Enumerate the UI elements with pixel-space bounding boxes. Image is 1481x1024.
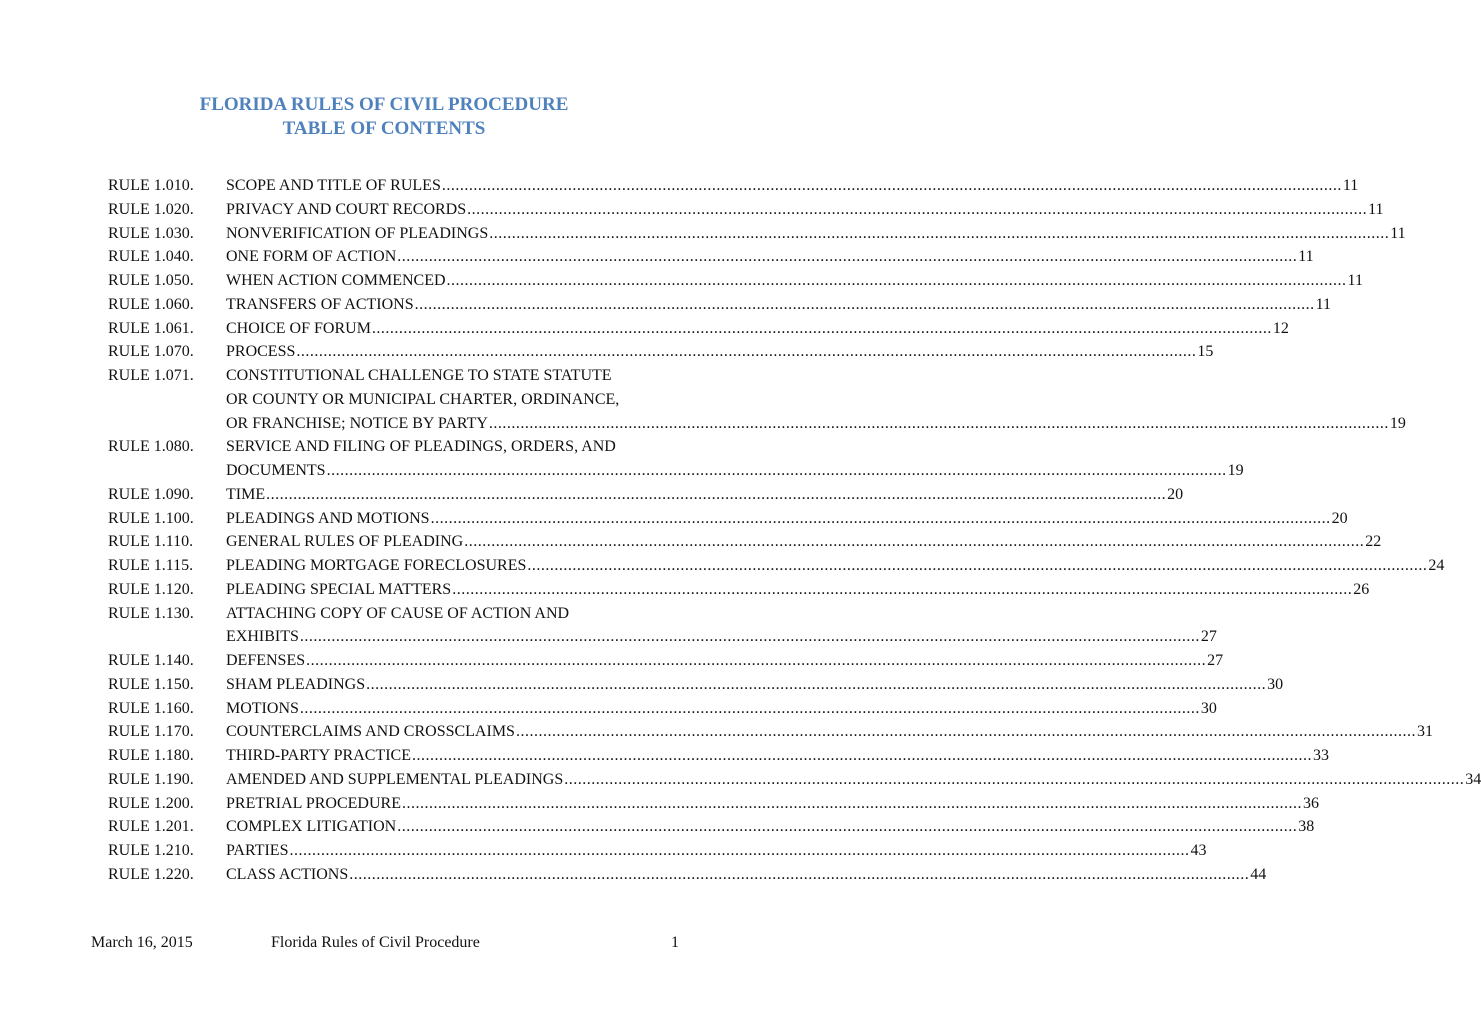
toc-rule-number: RULE 1.061.	[108, 319, 194, 337]
toc-rule-title	[226, 507, 1348, 531]
toc-entry[interactable]	[0, 507, 1348, 531]
toc-dot-leader: ........................................................................................................................................................................................................	[306, 652, 1207, 669]
toc-dot-leader: ........................................................................................................................................................................................................	[446, 272, 1347, 289]
toc-rule-number: RULE 1.100.	[108, 509, 194, 527]
toc-rule-title	[226, 364, 1406, 435]
toc-rule-number: RULE 1.080.	[108, 438, 194, 456]
toc-title-line: COUNTERCLAIMS AND CROSSCLAIMS	[226, 723, 515, 741]
toc-title-line: COMPLEX LITIGATION	[226, 818, 397, 836]
toc-entry[interactable]	[0, 792, 1319, 816]
toc-entry[interactable]	[0, 245, 1314, 269]
toc-title-line: AMENDED AND SUPPLEMENTAL PLEADINGS	[226, 770, 564, 788]
toc-title-line: CONSTITUTIONAL CHALLENGE TO STATE STATUTE	[226, 367, 612, 384]
toc-title-line: OR FRANCHISE; NOTICE BY PARTY	[226, 414, 488, 432]
toc-page-number: 20	[1331, 509, 1348, 527]
toc-rule-number: RULE 1.050.	[108, 272, 194, 289]
toc-rule-title	[226, 198, 1384, 222]
toc-rule-title	[226, 317, 1289, 341]
table-of-contents	[0, 174, 1481, 887]
toc-rule-number: RULE 1.115.	[108, 557, 194, 574]
toc-rule-title	[226, 222, 1406, 246]
toc-title-line: CLASS ACTIONS	[226, 865, 349, 883]
footer-title: Florida Rules of Civil Procedure	[271, 934, 480, 951]
toc-rule-title	[226, 340, 1214, 364]
toc-rule-title	[226, 293, 1332, 317]
toc-page-number: 36	[1302, 794, 1319, 812]
toc-title-line: TIME	[226, 485, 266, 503]
toc-rule-number: RULE 1.060.	[108, 295, 194, 313]
toc-entry[interactable]	[0, 673, 1284, 697]
toc-rule-title	[226, 768, 1481, 792]
toc-rule-number: RULE 1.210.	[108, 842, 194, 859]
toc-title-line: SERVICE AND FILING OF PLEADINGS, ORDERS, AND	[226, 438, 616, 456]
toc-title-line: MOTIONS	[226, 699, 299, 717]
toc-rule-title	[226, 744, 1329, 768]
toc-page-number: 11	[1368, 200, 1384, 218]
toc-rule-number: RULE 1.150.	[108, 675, 194, 693]
toc-page-number: 27	[1200, 628, 1217, 646]
footer-page-number: 1	[671, 934, 679, 951]
toc-dot-leader: ........................................................................................................................................................................................................	[452, 580, 1353, 598]
toc-rule-number: RULE 1.110.	[108, 533, 194, 551]
toc-rule-number: RULE 1.040.	[108, 248, 194, 266]
toc-dot-leader: ........................................................................................................................................................................................................	[326, 462, 1227, 479]
toc-rule-title	[226, 245, 1314, 269]
toc-rule-title	[226, 863, 1267, 887]
toc-rule-title	[226, 792, 1319, 816]
toc-title-line: DOCUMENTS	[226, 462, 326, 479]
toc-dot-leader: ........................................................................................................................................................................................................	[564, 770, 1465, 788]
toc-entry[interactable]	[0, 174, 1359, 198]
toc-dot-leader: ........................................................................................................................................................................................................	[401, 794, 1302, 812]
document-subtitle: TABLE OF CONTENTS	[282, 118, 486, 139]
toc-dot-leader: ........................................................................................................................................................................................................	[397, 248, 1298, 266]
toc-rule-title	[226, 578, 1370, 602]
toc-title-line: CHOICE OF FORUM	[226, 319, 371, 337]
toc-title-line: TRANSFERS OF ACTIONS	[226, 295, 414, 313]
toc-page-number: 11	[1347, 272, 1363, 289]
toc-title-line: SCOPE AND TITLE OF RULES	[226, 177, 441, 194]
toc-dot-leader: ........................................................................................................................................................................................................	[527, 557, 1428, 574]
toc-rule-title	[226, 269, 1363, 293]
toc-title-line: ONE FORM OF ACTION	[226, 248, 397, 266]
toc-dot-leader: ........................................................................................................................................................................................................	[430, 509, 1331, 527]
toc-entry[interactable]	[0, 697, 1217, 721]
toc-rule-title	[226, 530, 1382, 554]
toc-title-line: PRIVACY AND COURT RECORDS	[226, 200, 467, 218]
toc-rule-number: RULE 1.010.	[108, 177, 194, 194]
toc-page-number: 27	[1207, 652, 1224, 669]
toc-title-line: PLEADING MORTGAGE FORECLOSURES	[226, 557, 527, 574]
toc-rule-title	[226, 649, 1224, 673]
toc-dot-leader: ........................................................................................................................................................................................................	[299, 699, 1200, 717]
toc-dot-leader: ........................................................................................................................................................................................................	[515, 723, 1416, 741]
toc-entry[interactable]	[0, 649, 1224, 673]
toc-page-number: 15	[1197, 343, 1214, 361]
toc-page-number: 20	[1167, 485, 1184, 503]
toc-page-number: 24	[1428, 557, 1445, 574]
toc-dot-leader: ........................................................................................................................................................................................................	[397, 818, 1298, 836]
toc-entry[interactable]	[0, 435, 1244, 483]
toc-rule-number: RULE 1.170.	[108, 723, 194, 741]
toc-rule-number: RULE 1.070.	[108, 343, 194, 361]
toc-rule-number: RULE 1.160.	[108, 699, 194, 717]
toc-rule-number: RULE 1.020.	[108, 200, 194, 218]
toc-entry[interactable]	[0, 269, 1363, 293]
toc-title-line: PLEADINGS AND MOTIONS	[226, 509, 430, 527]
toc-title-line: PLEADING SPECIAL MATTERS	[226, 580, 452, 598]
toc-entry[interactable]	[0, 720, 1433, 744]
toc-entry[interactable]	[0, 744, 1329, 768]
toc-title-line: EXHIBITS	[226, 628, 299, 646]
toc-page-number: 19	[1227, 462, 1244, 479]
toc-page-number: 33	[1312, 747, 1329, 764]
toc-entry[interactable]	[0, 863, 1267, 887]
toc-page-number: 30	[1200, 699, 1217, 717]
toc-rule-title	[226, 839, 1207, 863]
toc-entry[interactable]	[0, 578, 1370, 602]
toc-page-number: 11	[1342, 177, 1359, 194]
toc-dot-leader: ........................................................................................................................................................................................................	[441, 177, 1342, 194]
toc-page-number: 31	[1416, 723, 1433, 741]
toc-entry[interactable]	[0, 602, 1217, 650]
toc-rule-number: RULE 1.130.	[108, 604, 194, 622]
toc-dot-leader: ........................................................................................................................................................................................................	[366, 675, 1267, 693]
toc-rule-title	[226, 554, 1445, 578]
toc-dot-leader: ........................................................................................................................................................................................................	[349, 865, 1250, 883]
toc-rule-number: RULE 1.180.	[108, 747, 194, 764]
toc-entry[interactable]	[0, 364, 1406, 435]
toc-title-line: PARTIES	[226, 842, 289, 859]
toc-rule-title	[226, 435, 1244, 483]
toc-entry[interactable]	[0, 293, 1332, 317]
toc-entry[interactable]	[0, 554, 1445, 578]
toc-page-number: 38	[1298, 818, 1315, 836]
toc-page-number: 11	[1315, 295, 1332, 313]
toc-page-number: 44	[1250, 865, 1267, 883]
toc-rule-title	[226, 483, 1184, 507]
toc-rule-title	[226, 602, 1217, 650]
toc-dot-leader: ........................................................................................................................................................................................................	[371, 319, 1272, 337]
toc-page-number: 11	[1298, 248, 1314, 266]
toc-rule-number: RULE 1.140.	[108, 652, 194, 669]
toc-rule-title	[226, 720, 1433, 744]
toc-title-line: WHEN ACTION COMMENCED	[226, 272, 446, 289]
toc-rule-number: RULE 1.220.	[108, 865, 194, 883]
toc-dot-leader: ........................................................................................................................................................................................................	[467, 200, 1368, 218]
toc-title-line: DEFENSES	[226, 652, 306, 669]
toc-rule-number: RULE 1.200.	[108, 794, 194, 812]
toc-entry[interactable]	[0, 198, 1384, 222]
toc-page-number: 26	[1353, 580, 1370, 598]
toc-title-line: PROCESS	[226, 343, 296, 361]
toc-rule-number: RULE 1.071.	[108, 367, 194, 384]
toc-page-number: 12	[1272, 319, 1289, 337]
toc-dot-leader: ........................................................................................................................................................................................................	[411, 747, 1312, 764]
toc-title-line: GENERAL RULES OF PLEADING	[226, 533, 464, 551]
toc-rule-number: RULE 1.090.	[108, 485, 194, 503]
toc-dot-leader: ........................................................................................................................................................................................................	[289, 842, 1190, 859]
toc-rule-title	[226, 815, 1315, 839]
toc-title-line: NONVERIFICATION OF PLEADINGS	[226, 224, 489, 242]
toc-title-line: ATTACHING COPY OF CAUSE OF ACTION AND	[226, 604, 570, 622]
toc-title-line: SHAM PLEADINGS	[226, 675, 366, 693]
toc-entry[interactable]	[0, 839, 1207, 863]
toc-entry[interactable]	[0, 483, 1184, 507]
toc-rule-title	[226, 174, 1359, 198]
toc-entry[interactable]	[0, 317, 1289, 341]
toc-entry[interactable]	[0, 768, 1481, 792]
toc-rule-number: RULE 1.190.	[108, 770, 194, 788]
toc-rule-number: RULE 1.030.	[108, 224, 194, 242]
toc-page-number: 43	[1190, 842, 1207, 859]
toc-rule-title	[226, 673, 1284, 697]
toc-title-line: PRETRIAL PROCEDURE	[226, 794, 401, 812]
footer-date: March 16, 2015	[91, 934, 193, 951]
toc-title-line: OR COUNTY OR MUNICIPAL CHARTER, ORDINANCE,	[226, 390, 620, 408]
toc-rule-title	[226, 697, 1217, 721]
toc-dot-leader: ........................................................................................................................................................................................................	[488, 414, 1389, 432]
toc-entry[interactable]	[0, 815, 1315, 839]
toc-dot-leader: ........................................................................................................................................................................................................	[299, 628, 1200, 646]
toc-entry[interactable]	[0, 530, 1382, 554]
toc-rule-number: RULE 1.120.	[108, 580, 194, 598]
toc-dot-leader: ........................................................................................................................................................................................................	[266, 485, 1167, 503]
toc-page-number: 11	[1390, 224, 1406, 242]
toc-title-line: THIRD-PARTY PRACTICE	[226, 747, 411, 764]
toc-rule-number: RULE 1.201.	[108, 818, 194, 836]
toc-page-number: 34	[1465, 770, 1481, 788]
toc-dot-leader: ........................................................................................................................................................................................................	[489, 224, 1390, 242]
toc-page-number: 30	[1267, 675, 1284, 693]
toc-entry[interactable]	[0, 222, 1406, 246]
toc-dot-leader: ........................................................................................................................................................................................................	[296, 343, 1197, 361]
toc-dot-leader: ........................................................................................................................................................................................................	[464, 533, 1365, 551]
toc-entry[interactable]	[0, 340, 1214, 364]
document-title: FLORIDA RULES OF CIVIL PROCEDURE	[199, 94, 569, 115]
toc-page-number: 19	[1389, 414, 1406, 432]
toc-dot-leader: ........................................................................................................................................................................................................	[414, 295, 1315, 313]
toc-page-number: 22	[1365, 533, 1382, 551]
